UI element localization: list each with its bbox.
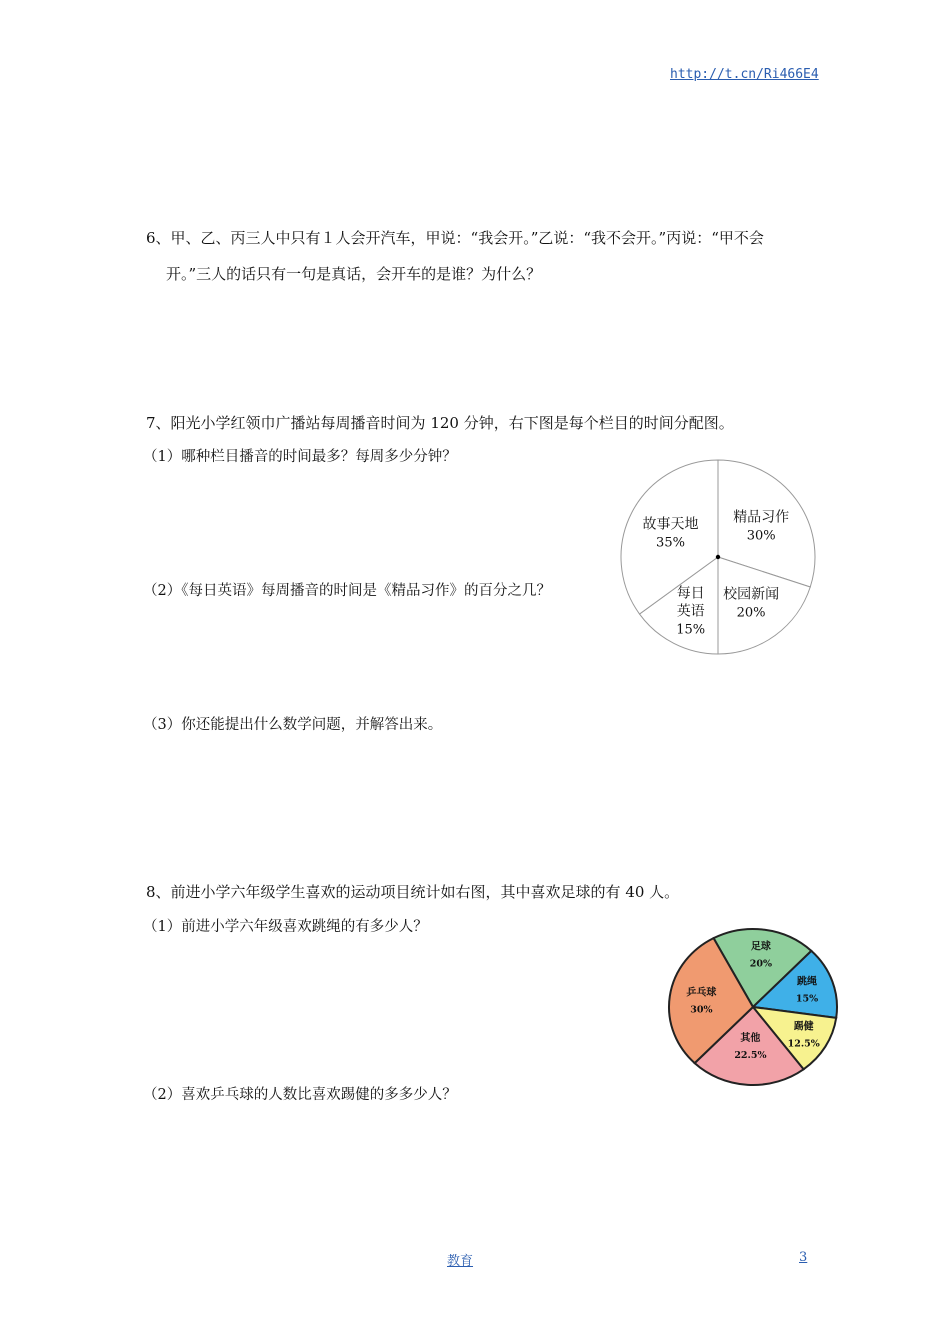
pie-slice-label: 其他: [740, 1032, 761, 1044]
pie-slice-label: 每日: [676, 585, 705, 602]
pie-slice-label: 故事天地: [642, 516, 699, 533]
question-8-sub-1: （1）前进小学六年级喜欢跳绳的有多少人？: [143, 919, 428, 935]
pie-slice-label: 跳绳: [797, 976, 817, 988]
pie-slice-percent: 20%: [749, 958, 773, 970]
pie-slice-percent: 30%: [746, 528, 776, 544]
broadcast-time-pie-chart: [612, 452, 822, 662]
page-number[interactable]: 3: [799, 1250, 808, 1265]
pie-slice-percent: 20%: [736, 605, 766, 621]
pie-slice-label: 英语: [676, 603, 705, 620]
pie-slice-percent: 12.5%: [787, 1038, 820, 1050]
pie-slice-percent: 35%: [656, 535, 685, 551]
footer-link[interactable]: 教育: [447, 1254, 474, 1269]
pie-slice-label: 乒乓球: [686, 987, 717, 999]
question-6-line-2: 开。”三人的话只有一句是真话，会开车的是谁？为什么？: [166, 265, 542, 283]
pie-slice-percent: 30%: [690, 1004, 713, 1016]
question-8-sub-2: （2）喜欢乒乓球的人数比喜欢踢健的多多少人？: [143, 1087, 457, 1103]
pie-slice-label: 踢健: [793, 1021, 814, 1033]
question-6-line-1: 6、甲、乙、丙三人中只有１人会开汽车，甲说：“我会开。”乙说：“我不会开。”丙说：“甲不会: [146, 229, 764, 247]
question-7-stem: 7、阳光小学红领巾广播站每周播音时间为 120 分钟，右下图是每个栏目的时间分配图。: [146, 414, 734, 432]
pie-slice-percent: 15%: [795, 993, 819, 1005]
pie-slice-label: 精品习作: [733, 509, 790, 526]
pie-slice-percent: 15%: [676, 622, 706, 638]
header-link[interactable]: http://t.cn/Ri466E4: [670, 67, 819, 82]
question-7-sub-1: （1）哪种栏目播音的时间最多？每周多少分钟？: [143, 449, 457, 465]
question-7-sub-3: （3）你还能提出什么数学问题，并解答出来。: [143, 717, 443, 733]
pie-slice-percent: 22.5%: [734, 1049, 767, 1061]
pie-center-dot: [716, 555, 720, 559]
question-7-sub-2: （2）《每日英语》每周播音的时间是《精品习作》的百分之几？: [143, 583, 551, 599]
pie-slice-label: 校园新闻: [723, 586, 780, 603]
sports-preference-pie-chart: [662, 924, 846, 1092]
question-8-stem: 8、前进小学六年级学生喜欢的运动项目统计如右图，其中喜欢足球的有 40 人。: [146, 883, 680, 901]
pie-slice-label: 足球: [750, 941, 771, 953]
